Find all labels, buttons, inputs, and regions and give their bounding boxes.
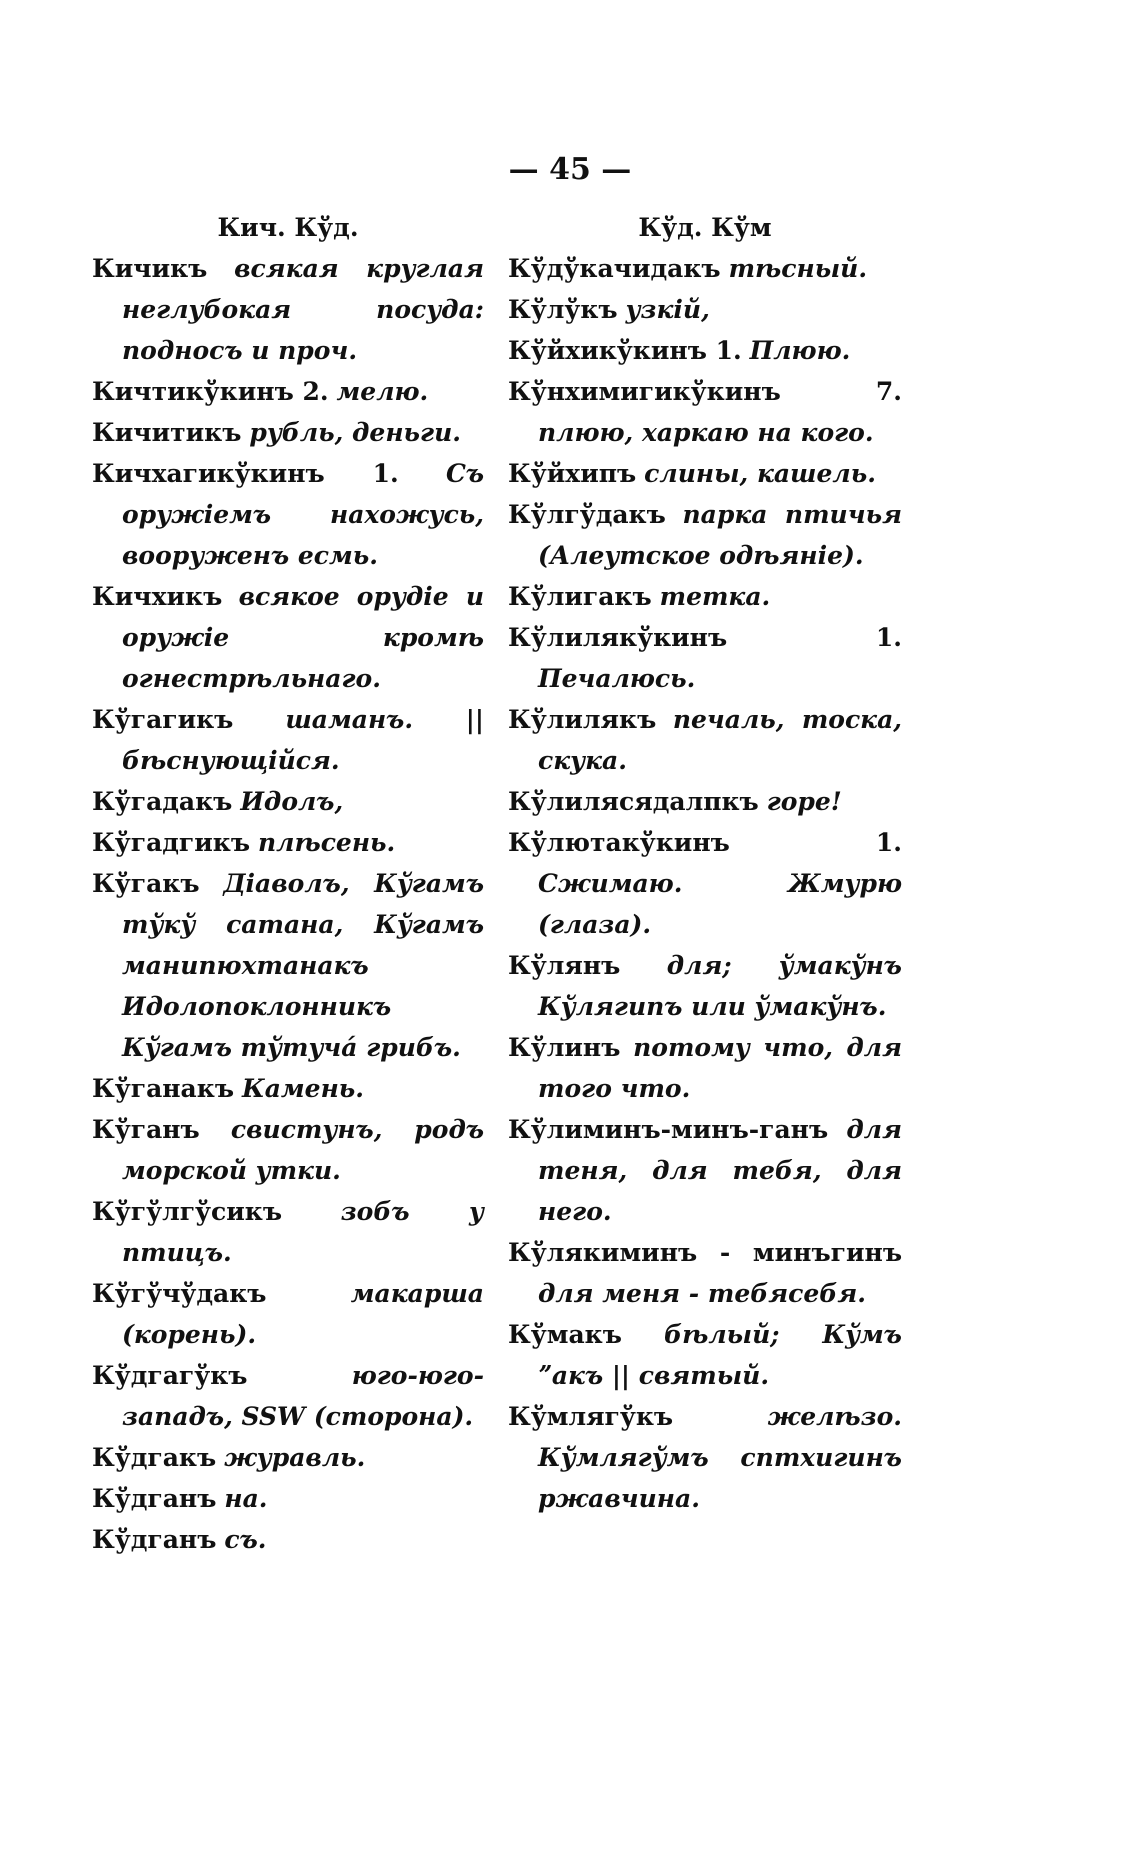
definition: юго-юго-западъ, SSW (сторона).	[122, 1361, 484, 1431]
dictionary-entry	[508, 1109, 902, 1232]
dictionary-entry	[92, 1519, 484, 1560]
right-column-header: Кўд. Кўм	[638, 213, 772, 242]
definition: всякая круглая неглубокая посуда: подносъ и проч.	[122, 254, 484, 365]
headword: Кўгагикъ	[92, 705, 234, 734]
headword: Кўлилякъ	[508, 705, 657, 734]
definition: для теня, для тебя, для него.	[538, 1115, 902, 1226]
definition: мелю.	[336, 377, 429, 406]
headword: Кичтикўкинъ 2.	[92, 377, 329, 406]
definition: всякое орудіе и оружіе кромѣ огнестрѣльнаго.	[122, 582, 484, 693]
dictionary-entry	[92, 576, 484, 699]
headword: Кўлилякўкинъ 1.	[508, 623, 902, 652]
dictionary-entry	[508, 453, 902, 494]
dictionary-entry	[92, 1478, 484, 1519]
definition: Идолъ,	[240, 787, 344, 816]
headword: Кўлгўдакъ	[508, 500, 666, 529]
left-column	[92, 207, 484, 1560]
headword: Кўнхимигикўкинъ 7.	[508, 377, 902, 406]
definition: съ.	[224, 1525, 267, 1554]
headword: Кўгадгикъ	[92, 828, 251, 857]
definition: желѣзо. Кўмлягўмъ сптхигинъ ржавчина.	[538, 1402, 902, 1513]
headword: Кўдўкачидакъ	[508, 254, 721, 283]
definition: журавль.	[224, 1443, 366, 1472]
dictionary-entry	[508, 494, 902, 576]
definition: плѣсень.	[257, 828, 396, 857]
definition: горе!	[766, 787, 842, 816]
definition: узкій,	[625, 295, 710, 324]
definition: тетка.	[659, 582, 771, 611]
headword: Кўмлягўкъ	[508, 1402, 674, 1431]
headword: Кўлютакўкинъ 1.	[508, 828, 902, 857]
definition: Плюю.	[749, 336, 851, 365]
definition: зобъ у птицъ.	[122, 1197, 484, 1267]
dictionary-entry	[92, 371, 484, 412]
headword: Кўдганъ	[92, 1525, 217, 1554]
headword: Кўлўкъ	[508, 295, 618, 324]
dictionary-entry	[508, 1396, 902, 1519]
definition: Камень.	[241, 1074, 364, 1103]
definition: бѣлый; Кўмъ ˮакъ || святый.	[538, 1320, 902, 1390]
page-number: — 45 —	[508, 152, 632, 187]
headword: Кўлинъ	[508, 1033, 621, 1062]
dictionary-entry	[508, 699, 902, 781]
headword: Кўганакъ	[92, 1074, 234, 1103]
definition: макарша (корень).	[122, 1279, 484, 1349]
definition: для; ўмакўнъ Кўлягипъ или ўмакўнъ.	[538, 951, 902, 1021]
headword: Кўмакъ	[508, 1320, 622, 1349]
dictionary-entry	[508, 576, 902, 617]
headword: Кўлиминъ-минъ-ганъ	[508, 1115, 829, 1144]
definition: печаль, тоска, скука.	[538, 705, 902, 775]
dictionary-entry	[92, 699, 484, 781]
dictionary-entry	[508, 822, 902, 945]
headword: Кўлянъ	[508, 951, 621, 980]
dictionary-entry	[508, 289, 902, 330]
definition: рубль, деньги.	[249, 418, 461, 447]
definition: шаманъ. || бѣснующійся.	[122, 705, 484, 775]
dictionary-entry	[92, 1109, 484, 1191]
definition: парка птичья (Алеутское одѣяніе).	[538, 500, 902, 570]
headword: Кўгўлгўсикъ	[92, 1197, 283, 1226]
headword: Кичитикъ	[92, 418, 242, 447]
dictionary-entry	[92, 822, 484, 863]
headword: Кўгакъ	[92, 869, 200, 898]
dictionary-entry	[508, 1232, 902, 1314]
headword: Кичхагикўкинъ 1.	[92, 459, 399, 488]
definition: Съ оружіемъ нахожусь, вооруженъ есмь.	[122, 459, 485, 570]
definition: Діаволъ, Кўгамъ тўкў сатана, Кўгамъ манипюхтанакъ Идолопоклонникъ Кўгамъ тўтучá грибъ.	[122, 869, 484, 1062]
left-entries	[92, 248, 484, 1560]
dictionary-entry	[508, 371, 902, 453]
definition: потому что, для того что.	[538, 1033, 902, 1103]
headword: Кўлилясядалпкъ	[508, 787, 759, 816]
dictionary-entry	[508, 330, 902, 371]
dictionary-entry	[92, 412, 484, 453]
headword: Кўганъ	[92, 1115, 200, 1144]
dictionary-entry	[92, 1191, 484, 1273]
definition: Сжимаю. Жмурю (глаза).	[538, 869, 902, 939]
headword: Кўлякиминъ - минъгинъ	[508, 1238, 902, 1267]
dictionary-entry	[92, 1068, 484, 1109]
headword: Кўгадакъ	[92, 787, 233, 816]
dictionary-entry	[92, 863, 484, 1068]
dictionary-entry	[508, 1314, 902, 1396]
definition: слины, кашель.	[644, 459, 876, 488]
dictionary-entry	[92, 781, 484, 822]
dictionary-entry	[92, 248, 484, 371]
definition: свистунъ, родъ морской утки.	[122, 1115, 485, 1185]
headword: Кўйхипъ	[508, 459, 637, 488]
definition: для меня - тебясебя.	[538, 1279, 866, 1308]
headword: Кўгўчўдакъ	[92, 1279, 267, 1308]
definition: плюю, харкаю на кого.	[538, 418, 874, 447]
left-column-header: Кич. Кўд.	[217, 213, 359, 242]
definition: тѣсный.	[728, 254, 868, 283]
dictionary-entry	[92, 453, 484, 576]
right-entries	[508, 248, 902, 1519]
dictionary-entry	[508, 617, 902, 699]
right-column	[508, 207, 902, 1519]
definition: на.	[224, 1484, 268, 1513]
dictionary-entry	[508, 248, 902, 289]
definition: Печалюсь.	[538, 664, 696, 693]
headword: Кўдганъ	[92, 1484, 217, 1513]
dictionary-entry	[508, 1027, 902, 1109]
dictionary-entry	[92, 1273, 484, 1355]
headword: Кўдгакъ	[92, 1443, 217, 1472]
dictionary-entry	[92, 1355, 484, 1437]
dictionary-entry	[508, 781, 902, 822]
headword: Кичхикъ	[92, 582, 223, 611]
headword: Кўдгагўкъ	[92, 1361, 248, 1390]
headword: Кўйхикўкинъ 1.	[508, 336, 742, 365]
dictionary-entry	[508, 945, 902, 1027]
dictionary-entry	[92, 1437, 484, 1478]
headword: Кичикъ	[92, 254, 208, 283]
headword: Кўлигакъ	[508, 582, 652, 611]
